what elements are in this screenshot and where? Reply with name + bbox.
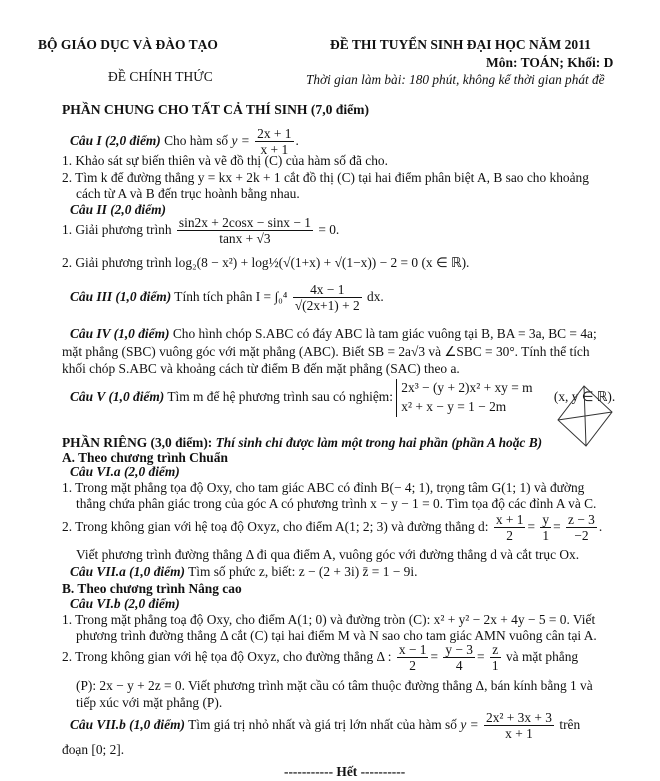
question-6a-head: Câu VI.a (2,0 điểm) bbox=[70, 464, 180, 479]
question-1-text: Cho hàm số bbox=[164, 132, 229, 148]
exam-time: Thời gian làm bài: 180 phút, không kể thời gian phát đề bbox=[306, 72, 605, 87]
question-4-line-3: khối chóp S.ABC và khoảng cách từ điểm B đến mặt phẳng (SAC) theo a. bbox=[62, 361, 460, 376]
question-4-head: Câu IV (1,0 điểm) bbox=[70, 326, 170, 341]
question-1-part-1: 1. Khảo sát sự biến thiên và vẽ đồ thị (C) của hàm số đã cho. bbox=[62, 153, 388, 168]
question-1-head: Câu I (2,0 điểm) bbox=[70, 132, 161, 148]
exam-subject: Môn: TOÁN; Khối: D bbox=[486, 55, 614, 70]
question-1-part-2b: cách từ A và B đến trục hoành bằng nhau. bbox=[76, 186, 300, 201]
program-b-head: B. Theo chương trình Nâng cao bbox=[62, 581, 242, 596]
exam-title: ĐỀ THI TUYỂN SINH ĐẠI HỌC NĂM 2011 bbox=[330, 37, 591, 52]
question-6a-part-2b: Viết phương trình đường thẳng Δ đi qua điểm A, vuông góc với đường thẳng d và cắt trục Ox. bbox=[76, 547, 580, 562]
question-7b-fraction: $\frac{\text{2x² + 3x + 3}}{x + 1}$ bbox=[486, 710, 552, 742]
question-1-func: y = bbox=[231, 132, 250, 148]
question-2-part-2: 2. Giải phương trình log₂(8 − x²) + log½(√(1+x) + √(1−x)) − 2 = 0 (x ∈ ℝ). bbox=[62, 255, 470, 270]
program-a-head: A. Theo chương trình Chuẩn bbox=[62, 450, 228, 465]
official-label: ĐỀ CHÍNH THỨC bbox=[108, 69, 213, 84]
question-4-line-2: mặt phẳng (SBC) vuông góc với mặt phẳng (ABC). Biết SB = 2a√3 và ∠SBC = 30°. Tính thể tích bbox=[62, 344, 590, 359]
question-6a-part-2a: 2. Trong không gian với hệ toạ độ Oxyz, cho điểm A(1; 2; 3) và đường thẳng d: $\frac{x + 1}{2}$ = $\frac{y}{1}$ = $\frac{z - 3}{-2}$ . bbox=[62, 512, 603, 544]
question-6a-part-1b: thẳng chứa phân giác trong của góc A có phương trình x − y − 1 = 0. Tìm tọa độ các đỉnh A và C. bbox=[76, 496, 597, 511]
question-7a: Câu VII.a (1,0 điểm) Tìm số phức z, biết: z − (2 + 3i) z̄ = 1 − 9i. bbox=[70, 564, 418, 579]
ministry-name: BỘ GIÁO DỤC VÀ ĐÀO TẠO bbox=[38, 37, 218, 52]
question-5: Câu V (1,0 điểm) Tìm m để hệ phương trình sau có nghiệm: 2x³ − (y + 2)x² + xy = m x² + x − y = 1 − 2m (x, y ∈ ℝ). bbox=[70, 379, 615, 417]
question-7b-domain: đoạn [0; 2]. bbox=[62, 742, 125, 757]
question-5-system: 2x³ − (y + 2)x² + xy = m x² + x − y = 1 − 2m bbox=[396, 379, 532, 417]
question-2-fraction: $\frac{\sin 2x + 2\cos x - \sin x - 1}{\tan x + √3}$ bbox=[178, 215, 311, 247]
common-section-title: PHẦN CHUNG CHO TẤT CẢ THÍ SINH (7,0 điểm) bbox=[62, 102, 370, 117]
question-4-line-1: Câu IV (1,0 điểm) Cho hình chóp S.ABC có đáy ABC là tam giác vuông tại B, BA = 3a, BC = 4a; bbox=[70, 326, 597, 341]
question-3: Câu III (1,0 điểm) Tính tích phân I = ∫₀⁴ $\frac{4x - 1}{√(2x+1) + 2}$ dx. bbox=[70, 282, 384, 314]
question-1-fraction: $\frac{2x + 1}{x + 1}$ bbox=[257, 126, 292, 158]
question-1-part-2a: 2. Tìm k để đường thẳng y = kx + 2k + 1 cắt đồ thị (C) tại hai điểm phân biệt A, B sao cho khoảng bbox=[62, 170, 589, 185]
question-5-head: Câu V (1,0 điểm) bbox=[70, 388, 165, 404]
question-6b-part-1b: phương trình đường thẳng Δ cắt (C) tại hai điểm M và N sao cho tam giác AMN vuông cân tại A. bbox=[76, 628, 597, 643]
question-6b-head: Câu VI.b (2,0 điểm) bbox=[70, 596, 180, 611]
question-2-part-1: 1. Giải phương trình $\frac{\sin 2x + 2\cos x - \sin x - 1}{\tan x + √3}$ = 0. bbox=[62, 215, 340, 247]
question-1: Câu I (2,0 điểm) Cho hàm số y = $\frac{2x + 1}{x + 1}$ . bbox=[70, 126, 299, 158]
private-section-title: PHẦN RIÊNG (3,0 điểm): Thí sinh chỉ được làm một trong hai phần (phần A hoặc B) bbox=[62, 435, 543, 450]
stray-pyramid-sketch bbox=[552, 380, 616, 452]
question-2-head: Câu II (2,0 điểm) bbox=[70, 202, 166, 217]
question-7b-head: Câu VII.b (1,0 điểm) bbox=[70, 716, 185, 732]
question-7a-head: Câu VII.a (1,0 điểm) bbox=[70, 564, 185, 579]
question-6b-part-2a: 2. Trong không gian với hệ tọa độ Oxyz, cho đường thẳng Δ : $\frac{x - 1}{2}$ = $\frac{y - 3}{4}$ = $\frac{z}{1}$ và mặt phẳng bbox=[62, 642, 579, 674]
question-3-fraction: $\frac{4x - 1}{√(2x+1) + 2}$ bbox=[294, 282, 360, 314]
question-6a-part-1a: 1. Trong mặt phẳng tọa độ Oxy, cho tam giác ABC có đỉnh B(− 4; 1), trọng tâm G(1; 1) và đường bbox=[62, 480, 585, 495]
question-6b-part-2b: (P): 2x − y + 2z = 0. Viết phương trình mặt cầu có tâm thuộc đường thẳng Δ, bán kính bằng 1 và bbox=[76, 678, 593, 693]
question-7b: Câu VII.b (1,0 điểm) Tìm giá trị nhỏ nhất và giá trị lớn nhất của hàm số y = $\frac{\text{2x² + 3x + 3}}{x + 1}$ trên bbox=[70, 710, 581, 742]
end-marker: ----------- Hết ---------- bbox=[284, 764, 406, 779]
question-6b-part-2c: tiếp xúc với mặt phẳng (P). bbox=[76, 695, 223, 710]
question-3-head: Câu III (1,0 điểm) bbox=[70, 288, 172, 304]
question-6b-part-1a: 1. Trong mặt phẳng toạ độ Oxy, cho điểm A(1; 0) và đường tròn (C): x² + y² − 2x + 4y − 5 = 0. Viết bbox=[62, 612, 596, 627]
